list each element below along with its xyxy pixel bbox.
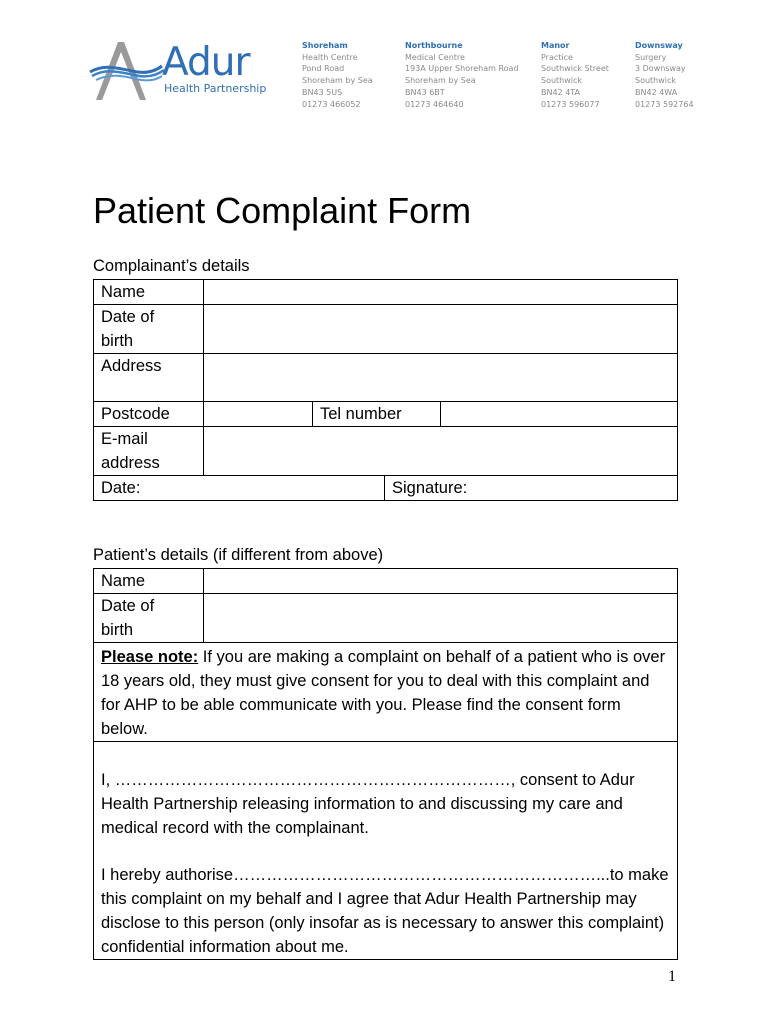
tel-number-label: Tel number [313, 402, 441, 427]
practice-phone: 01273 592764 [635, 99, 694, 109]
postcode-label: Postcode [94, 402, 204, 427]
dob-label: Date of birth [94, 594, 204, 643]
patient-details-table [93, 568, 678, 960]
logo-mark-icon [88, 38, 168, 104]
complainant-postcode-field[interactable] [204, 402, 313, 427]
practice-name: Northbourne [405, 41, 463, 50]
authorisation-paragraph: I hereby authorise…………………………………………………………...to make this complaint on my behalf and I agree that Adur Health Partnership may disclose to this person (only insofar as is necessary to answer this complaint) confidential information about me. [101, 866, 669, 956]
complainant-tel-field[interactable] [441, 402, 678, 427]
note-text: If you are making a complaint on behalf of a patient who is over 18 years old, they must give consent for you to deal with this complaint and for AHP to be able communicate with you. Please find the consent form below. [101, 648, 666, 738]
note-label: Please note: [101, 648, 199, 666]
practice-address-line: Practice [541, 52, 573, 62]
complainant-name-field[interactable] [204, 280, 678, 305]
practice-address-line: Southwick [541, 76, 583, 86]
practice-address-line: Health Centre [302, 52, 358, 62]
practice-address-line: Shoreham by Sea [302, 76, 373, 86]
complainant-section-heading: Complainant’s details [93, 257, 250, 275]
patient-section-heading: Patient’s details (if different from above) [93, 546, 384, 564]
complainant-email-field[interactable] [204, 427, 678, 476]
practice-address-manor [541, 40, 609, 110]
practice-address-line: Southwick Street [541, 64, 609, 74]
practice-phone: 01273 464640 [405, 99, 464, 109]
name-label: Name [94, 280, 204, 305]
complainant-address-field[interactable] [204, 354, 678, 402]
practice-name: Manor [541, 41, 570, 50]
date-label: Date: [101, 479, 141, 497]
email-label: E-mail address [94, 427, 204, 476]
practice-phone: 01273 596077 [541, 99, 600, 109]
logo-subtitle: Health Partnership [164, 82, 267, 95]
practice-address-shoreham [302, 40, 373, 110]
practice-address-line: Medical Centre [405, 52, 465, 62]
practice-postcode: BN43 6BT [405, 87, 445, 97]
practice-address-line: Southwick [635, 76, 677, 86]
practice-postcode: BN42 4TA [541, 87, 581, 97]
consent-paragraph: I, ………………………………………………………………, consent to Adur Health Partnership releasing information to and discussing my care and medical record with the complainant. [101, 771, 635, 837]
dob-label: Date of birth [94, 305, 204, 354]
practice-address-line: 193A Upper Shoreham Road [405, 64, 519, 74]
consent-note [94, 643, 678, 742]
date-field[interactable] [94, 476, 385, 501]
complainant-details-table [93, 279, 678, 501]
practice-address-line: Surgery [635, 52, 667, 62]
signature-field[interactable] [385, 476, 678, 501]
practice-address-northbourne [405, 40, 519, 110]
practice-address-downsway [635, 40, 694, 110]
practice-address-line: 3 Downsway [635, 64, 686, 74]
practice-name: Shoreham [302, 41, 348, 50]
complainant-dob-field[interactable] [204, 305, 678, 354]
patient-name-field[interactable] [204, 569, 678, 594]
practice-phone: 01273 466052 [302, 99, 361, 109]
practice-name: Downsway [635, 41, 683, 50]
patient-dob-field[interactable] [204, 594, 678, 643]
practice-postcode: BN43 5US [302, 87, 343, 97]
practice-address-line: Pond Road [302, 64, 345, 74]
logo [88, 38, 268, 104]
page-title: Patient Complaint Form [93, 190, 472, 231]
practice-address-line: Shoreham by Sea [405, 76, 476, 86]
address-label: Address [94, 354, 204, 402]
name-label: Name [94, 569, 204, 594]
logo-wordmark: Adur [162, 40, 250, 85]
page-number: 1 [668, 968, 676, 985]
signature-label: Signature: [392, 479, 468, 497]
practice-postcode: BN42 4WA [635, 87, 678, 97]
consent-statement [94, 742, 678, 960]
